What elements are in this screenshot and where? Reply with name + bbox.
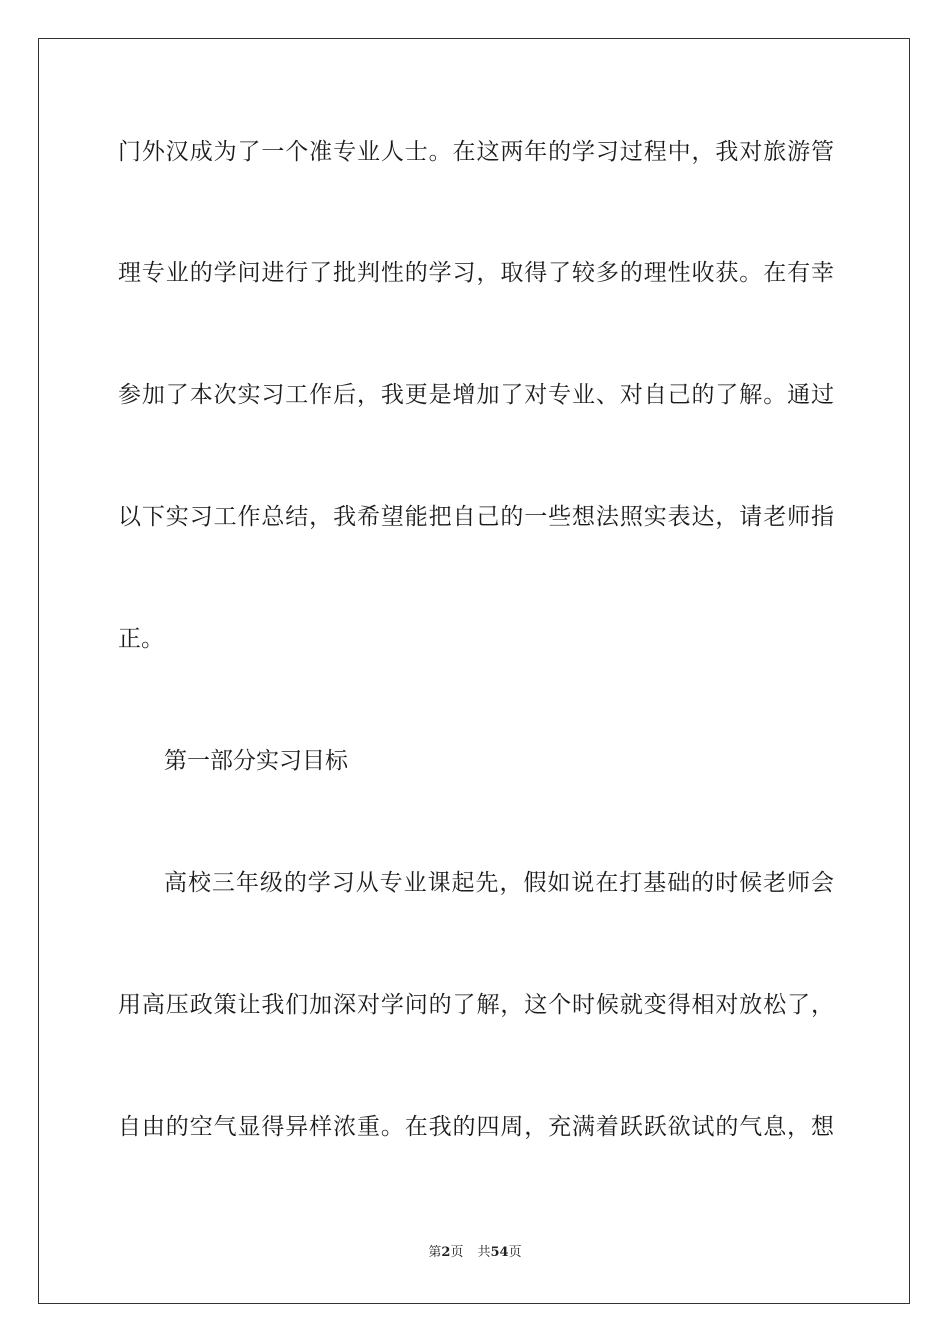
body-line-3: 参加了本次实习工作后，我更是增加了对专业、对自己的了解。通过 — [118, 382, 834, 408]
body-line-1: 门外汉成为了一个准专业人士。在这两年的学习过程中，我对旅游管 — [118, 139, 834, 165]
section-heading: 第一部分实习目标 — [164, 748, 348, 774]
footer-total-suffix: 页 — [508, 1245, 522, 1260]
body-line-7: 高校三年级的学习从专业课起先，假如说在打基础的时候老师会 — [164, 870, 834, 896]
body-line-5: 正。 — [118, 626, 164, 652]
footer-page-number: 2 — [441, 1245, 451, 1260]
body-line-4: 以下实习工作总结，我希望能把自己的一些想法照实表达，请老师指 — [118, 504, 834, 530]
page-footer — [0, 1244, 950, 1262]
footer-page-prefix: 第 — [428, 1245, 442, 1260]
body-line-8: 用高压政策让我们加深对学问的了解，这个时候就变得相对放松了， — [118, 992, 834, 1018]
body-line-2: 理专业的学问进行了批判性的学习，取得了较多的理性收获。在有幸 — [118, 260, 834, 286]
body-line-9: 自由的空气显得异样浓重。在我的四周，充满着跃跃欲试的气息，想 — [118, 1114, 834, 1140]
footer-total-pages: 54 — [490, 1245, 509, 1260]
footer-page-suffix: 页 — [450, 1245, 464, 1260]
footer-total-prefix: 共 — [477, 1245, 491, 1260]
